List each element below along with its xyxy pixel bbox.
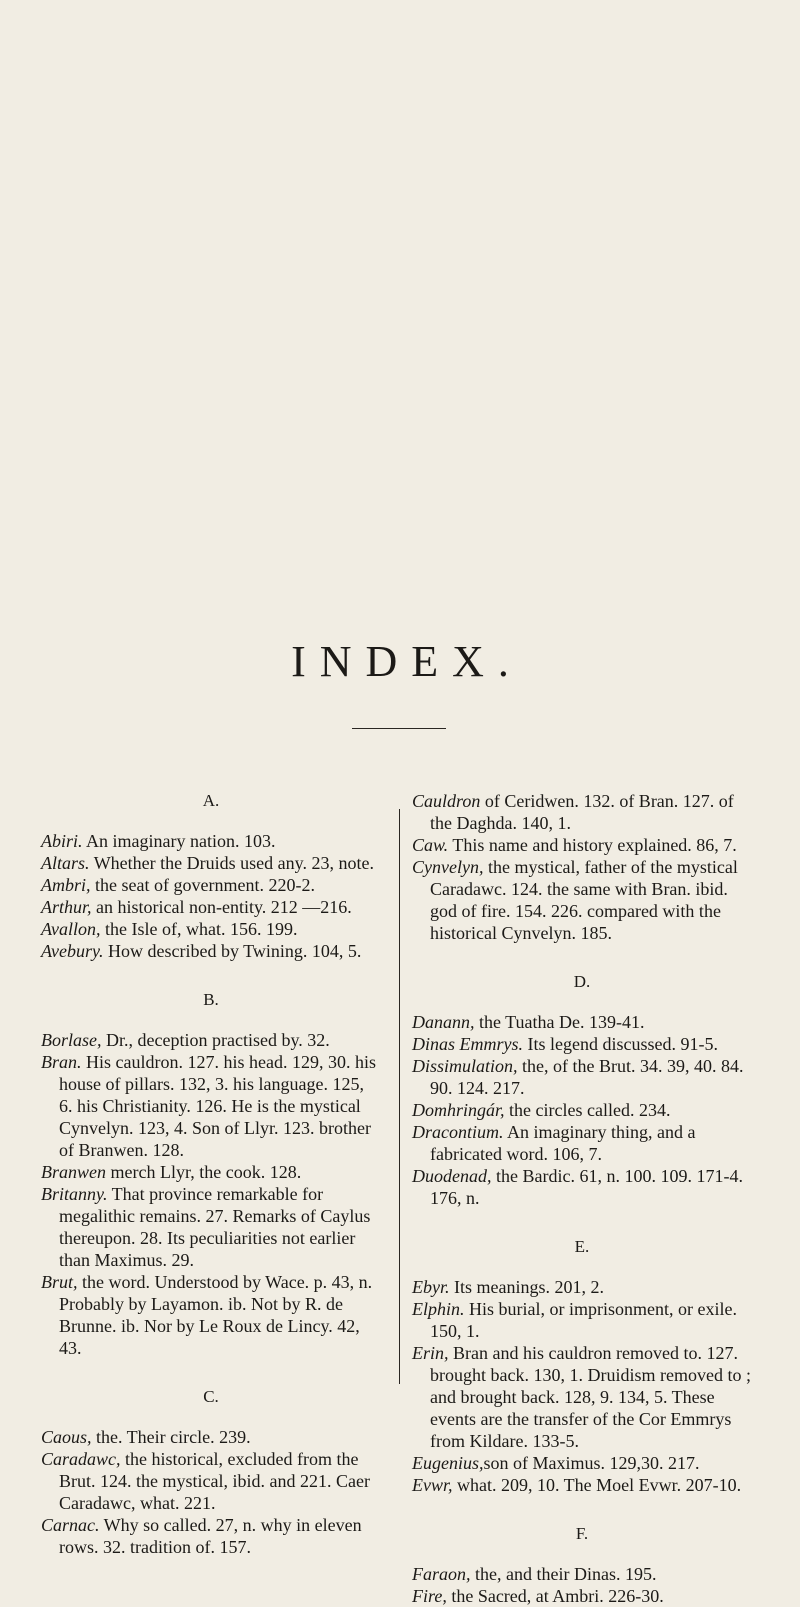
index-entry [41, 1029, 381, 1051]
index-entry [412, 1298, 752, 1342]
index-entry [41, 1448, 381, 1514]
index-entry [412, 1563, 752, 1585]
title-rule [352, 728, 446, 729]
index-entry [412, 1099, 752, 1121]
page-title: INDEX. [291, 637, 523, 686]
section-letter: F. [575, 1524, 589, 1543]
entry-term: Dinas Emmrys. [412, 1034, 523, 1054]
index-entry [41, 940, 381, 962]
index-entry [412, 1452, 752, 1474]
index-entry [412, 1165, 752, 1209]
entry-term: Britanny. [41, 1184, 108, 1204]
section-letter: A. [202, 791, 220, 810]
index-entry [412, 1011, 752, 1033]
entry-text: the circles called. 234. [504, 1100, 671, 1120]
entry-text: Why so called. 27, n. why in eleven rows. 32. tradition of. 157. [59, 1515, 362, 1557]
entry-text: the mystical, father of the mystical Caradawc. 124. the same with Bran. ibid. god of fire. 154. 226. compared with the historical Cynvelyn. 185. [430, 857, 738, 943]
entry-term: Eugenius, [412, 1453, 484, 1473]
section-letter: E. [574, 1237, 590, 1256]
entry-text: merch Llyr, the cook. 128. [106, 1162, 302, 1182]
entry-text: of Ceridwen. 132. of Bran. 127. of the Daghda. 140, 1. [430, 791, 734, 833]
entry-term: Ebyr. [412, 1277, 450, 1297]
entry-text: An imaginary nation. 103. [82, 831, 276, 851]
index-entry [41, 830, 381, 852]
index-entry [412, 1585, 752, 1607]
index-entry [412, 790, 752, 834]
entry-term: Avallon, [41, 919, 101, 939]
entry-text: Its meanings. 201, 2. [449, 1277, 604, 1297]
entry-term: Duodenad, [412, 1166, 492, 1186]
index-entry [412, 1033, 752, 1055]
entry-text: son of Maximus. 129,30. 217. [483, 1453, 700, 1473]
index-entry [41, 1514, 381, 1558]
entry-text: This name and history explained. 86, 7. [448, 835, 737, 855]
entry-term: Bran. [41, 1052, 82, 1072]
section-letter: C. [203, 1387, 219, 1406]
index-entry [41, 852, 381, 874]
index-entry [412, 1474, 752, 1496]
entry-term: Cauldron [412, 791, 481, 811]
entry-text: the, of the Brut. 34. 39, 40. 84. 90. 124. 217. [430, 1056, 744, 1098]
entry-term: Avebury. [41, 941, 104, 961]
entry-term: Arthur, [41, 897, 92, 917]
entry-text: the Bardic. 61, n. 100. 109. 171-4. 176, n. [430, 1166, 743, 1208]
entry-term: Fire, [412, 1586, 447, 1606]
entry-text: the Isle of, what. 156. 199. [100, 919, 298, 939]
entry-term: Dissimulation, [412, 1056, 518, 1076]
right-column [412, 790, 752, 1607]
entry-text: An imaginary thing, and a fabricated word. 106, 7. [430, 1122, 696, 1164]
entry-term: Erin, [412, 1343, 449, 1363]
entry-term: Carnac. [41, 1515, 100, 1535]
index-entry [41, 1183, 381, 1271]
entry-text: the word. Understood by Wace. p. 43, n. Probably by Layamon. ib. Not by R. de Brunne. ib. Nor by Le Roux de Lincy. 42, 43. [59, 1272, 373, 1358]
entry-term: Domhringár, [412, 1100, 505, 1120]
index-entry [41, 1271, 381, 1359]
entry-text: That province remarkable for megalithic remains. 27. Remarks of Caylus thereupon. 28. Its peculiarities not earlier than Maximus. 29. [59, 1184, 371, 1270]
entry-term: Evwr, [412, 1475, 453, 1495]
index-entry [41, 1426, 381, 1448]
entry-text: the. Their circle. 239. [91, 1427, 251, 1447]
entry-term: Caous, [41, 1427, 92, 1447]
entry-term: Cynvelyn, [412, 857, 484, 877]
entry-text: Bran and his cauldron removed to. 127. brought back. 130, 1. Druidism removed to ; and brought back. 128, 9. 134, 5. These events are the transfer of the Cor Emmrys from Kildare. 133-5. [430, 1343, 751, 1451]
entry-term: Danann, [412, 1012, 475, 1032]
index-entry [412, 834, 752, 856]
entry-text: Whether the Druids used any. 23, note. [89, 853, 374, 873]
entry-text: what. 209, 10. The Moel Evwr. 207-10. [452, 1475, 742, 1495]
entry-text: the Sacred, at Ambri. 226-30. [446, 1586, 664, 1606]
section-letter: D. [573, 972, 591, 991]
entry-term: Elphin. [412, 1299, 465, 1319]
index-entry [412, 856, 752, 944]
entry-text: the, and their Dinas. 195. [470, 1564, 657, 1584]
entry-text: an historical non-entity. 212 —216. [91, 897, 352, 917]
index-entry [412, 1055, 752, 1099]
entry-term: Abiri. [41, 831, 83, 851]
entry-text: the historical, excluded from the Brut. 124. the mystical, ibid. and 221. Caer Caradawc, what. 221. [59, 1449, 370, 1513]
entry-term: Caw. [412, 835, 449, 855]
entry-term: Ambri, [41, 875, 91, 895]
entry-term: Dracontium. [412, 1122, 504, 1142]
index-entry [412, 1342, 752, 1452]
index-entry [41, 874, 381, 896]
entry-term: Borlase, [41, 1030, 102, 1050]
entry-text: Its legend discussed. 91-5. [523, 1034, 718, 1054]
entry-text: the Tuatha De. 139-41. [474, 1012, 645, 1032]
entry-term: Branwen [41, 1162, 106, 1182]
entry-term: Faraon, [412, 1564, 471, 1584]
entry-term: Brut, [41, 1272, 78, 1292]
index-entry [41, 918, 381, 940]
index-entry [41, 1051, 381, 1161]
entry-text: His cauldron. 127. his head. 129, 30. his house of pillars. 132, 3. his language. 125, 6. his Christianity. 126. He is the mystical Cynvelyn. 123, 4. Son of Llyr. 123. brother of Branwen. 128. [59, 1052, 376, 1160]
column-divider [399, 809, 400, 1384]
entry-term: Altars. [41, 853, 90, 873]
entry-text: the seat of government. 220-2. [90, 875, 315, 895]
index-entry [412, 1121, 752, 1165]
index-entry [41, 896, 381, 918]
entry-text: His burial, or imprisonment, or exile. 150, 1. [430, 1299, 737, 1341]
left-column [41, 790, 381, 1558]
entry-term: Caradawc, [41, 1449, 121, 1469]
entry-text: How described by Twining. 104, 5. [103, 941, 362, 961]
index-entry [412, 1276, 752, 1298]
entry-text: Dr., deception practised by. 32. [101, 1030, 330, 1050]
index-entry [41, 1161, 381, 1183]
section-letter: B. [203, 990, 219, 1009]
